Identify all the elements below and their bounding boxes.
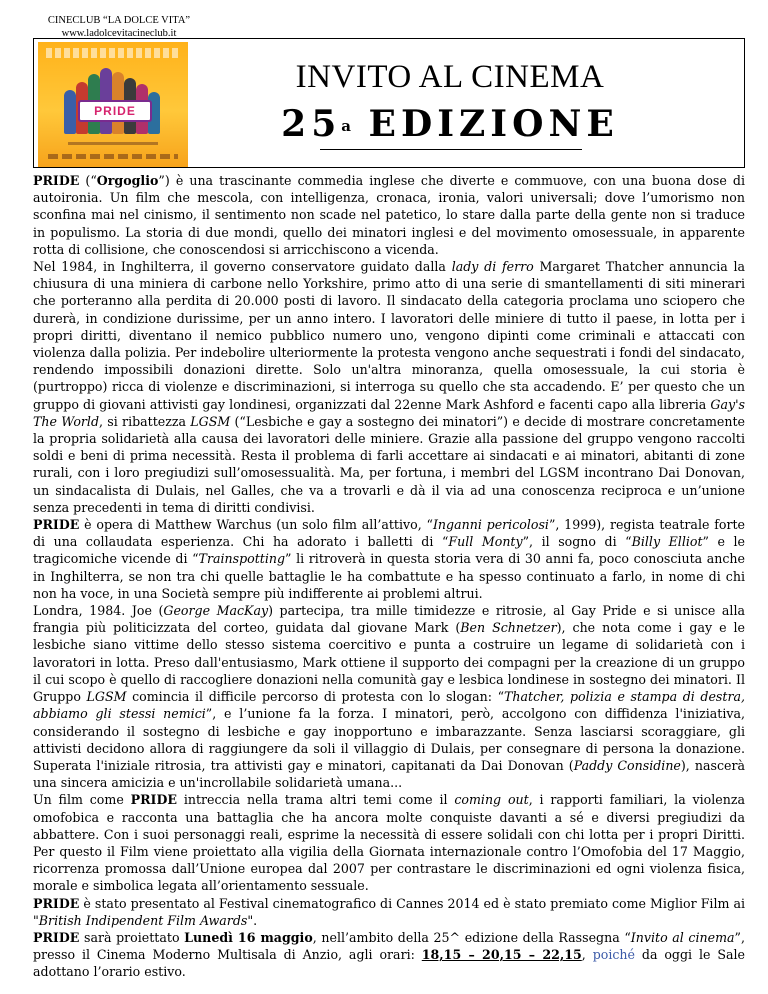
text: , i rapporti familiari, la violenza omofobica e racconta una battaglia che ha ancora molte conquiste davanti a sé e diversi pregiudizi da abbattere. Con i suoi personaggi reali, esprime la necessità di essere solidali con chi lotta per i propri Diritti. Per questo il Film viene proiettato alla vigilia della Giornata internazionale contro l’Omofobia del 17 Maggio, ricorrenza promossa dall’Unione europea dal 2007 per contrastare le discriminazioni ed ogni violenza fisica, morale e simbolica legata all’orientamento sessuale. xyxy=(33,792,745,894)
paragraph-screening xyxy=(33,929,745,981)
emphasis: LGSM xyxy=(86,689,127,705)
paragraph-intro xyxy=(33,172,745,258)
film-title: PRIDE xyxy=(130,792,177,808)
text: da oggi le Sale adottano l’orario estivo. xyxy=(33,947,745,980)
emphasis: Trainspotting xyxy=(198,551,286,567)
text: ”, e l’unione fa la forza. I minatori, però, accolgono con diffidenza l'iniziativa, considerando il sostegno di lesbiche e gay inopportuno e imbarazzante. Senza lasciarsi scoraggiare, gli attivisti decidono allora di raggiungere da soli il villaggio di Dulais, per consegnare di persona la donazione. Superata l'iniziale ritrosia, tra attivisti gay e minatori, capitanati da Dai Donovan ( xyxy=(33,706,745,773)
text: ” e le tragicomiche vicende di “ xyxy=(33,534,745,567)
article-body xyxy=(33,172,745,981)
text: ". xyxy=(247,912,258,928)
text: ”, presso il Cinema Moderno Multisala di Anzio, agli orari: xyxy=(33,929,745,963)
actor-name: Paddy Considine xyxy=(573,757,681,773)
text: ), nascerà una sincera amicizia e un'incrollabile solidarietà umana... xyxy=(33,757,745,791)
text: è opera di Matthew Warchus (un solo film all’attivo, “ xyxy=(79,517,433,533)
emphasis: coming out xyxy=(454,792,529,808)
film-title-italian: Orgoglio xyxy=(96,173,159,188)
club-header xyxy=(44,14,194,40)
poster-billing-block xyxy=(48,154,178,159)
text: ”) è una trascinante commedia inglese che diverte e commuove, con una buona dose di autoironia. Un film che mescola, con intelligenza, cronaca, ironia, valori universali; dove l’umorismo non sconfina mai nel cinismo, il sentimento non scade nel patetico, lo stare dalla parte della gente non si traduce in populismo. La storia di due mondi, quello dei minatori inglesi e del movimento omosessuale, in apparente rotta di collisione, che conoscendosi si arricchiscono a vicenda. xyxy=(33,173,746,257)
emphasis: Invito al cinema xyxy=(630,929,735,945)
film-title: PRIDE xyxy=(33,517,80,533)
poster-banner xyxy=(78,100,152,122)
actor-name: George MacKay xyxy=(163,603,269,619)
text: ”, il sogno di “ xyxy=(522,534,632,550)
movie-poster xyxy=(38,42,188,167)
paragraph-plot xyxy=(33,602,745,791)
slogan: Thatcher, polizia e stampa di destra, abbiamo gli stessi nemici xyxy=(33,689,745,722)
paragraph-director xyxy=(33,516,745,602)
edition-number: 25 xyxy=(281,103,342,145)
club-name: CINECLUB “LA DOLCE VITA” xyxy=(47,15,191,26)
club-website: www.ladolcevitacineclub.it xyxy=(61,28,177,39)
text: , nell’ambito della 25^ edizione della Rassegna “ xyxy=(312,929,631,945)
text: intreccia nella trama altri temi come il xyxy=(176,792,455,808)
text: (“Lesbiche e gay a sostegno dei minatori”) e decide di mostrare concretamente la propria solidarietà alla causa dei lavoratori delle miniere. Grazie alla passione del gruppo vengono raccolti soldi e beni di prima necessità. Resta il problema di farli accettare ai sindacati e ai minatori, abitanti di zone rurali, con i loro pregiudizi sull’omosessualità. Ma, per fortuna, i membri del LGSM incontrano Dai Donovan, un sindacalista di Dulais, nel Galles, che va a trovarli e dà il via ad una conoscenza reciproca e un’unione senza precedenti in tema di diritti condivisi. xyxy=(33,413,745,515)
emphasis: lady di ferro xyxy=(451,259,534,275)
emphasis: British Indipendent Film Awards xyxy=(38,912,248,928)
paragraph-history xyxy=(33,258,745,516)
poster-title: PRIDE xyxy=(94,104,136,118)
text: ”, 1999), regista teatrale forte di una collaudata esperienza. Chi ha adorato i balletti di “ xyxy=(33,517,745,550)
film-title: PRIDE xyxy=(33,895,80,911)
film-title: PRIDE xyxy=(33,173,80,188)
text: ), che nota come i gay e le lesbiche siano vittime dello stesso sistema coercitivo e punta a costruire un legame di solidarietà con i lavoratori in lotta. Preso dall'entusiasmo, Mark ottiene il supporto dei compagni per la creazione di un gruppo il cui scopo è quello di raccogliere donazioni nella comunità gay e lesbica londinese in sostegno dei minatori. Il Gruppo xyxy=(33,620,745,705)
paragraph-themes xyxy=(33,791,745,894)
emphasis: LGSM xyxy=(190,413,231,429)
edition-word: EDIZIONE xyxy=(368,103,619,145)
text: sarà proiettato xyxy=(79,929,185,945)
text: Nel 1984, in Inghilterra, il governo conservatore guidato dalla xyxy=(33,259,452,275)
text: Un film come xyxy=(33,792,131,808)
edition-sup: a xyxy=(341,117,351,135)
text: ” li ritroverà in questa storia vera di 30 anni fa, poco conosciuta anche in Inghilterra, se non tra chi quelle battaglie le ha combattute e ha spesso continuato a farlo, in nome di chi non ha voce, in una Società sempre più indifferente ai problemi altrui. xyxy=(33,551,745,601)
edition-title xyxy=(250,102,650,146)
page-title: INVITO AL CINEMA xyxy=(295,59,605,95)
screening-date: Lunedì 16 maggio xyxy=(184,929,313,945)
text: comincia il difficile percorso di protesta con lo slogan: “ xyxy=(126,689,505,705)
text: poiché xyxy=(592,947,635,963)
emphasis: Gay's The World xyxy=(33,396,745,429)
text: ) partecipa, tra mille timidezze e ritrosie, al Gay Pride e si unisce alla frangia più politicizzata del corteo, guidata dal giovane Mark ( xyxy=(33,603,745,636)
poster-people xyxy=(64,62,162,134)
text: Londra, 1984. Joe ( xyxy=(33,603,164,619)
emphasis: Inganni pericolosi xyxy=(432,517,549,533)
text: è stato presentato al Festival cinematografico di Cannes 2014 ed è stato premiato come Miglior Film ai " xyxy=(33,895,745,928)
text: , xyxy=(581,947,593,963)
emphasis: Full Monty xyxy=(448,534,523,550)
text: , si ribattezza xyxy=(99,413,191,429)
paragraph-awards xyxy=(33,895,745,929)
actor-name: Ben Schnetzer xyxy=(460,620,557,636)
title-underline xyxy=(320,149,582,150)
screening-times: 18,15 – 20,15 – 22,15 xyxy=(421,947,582,963)
film-title: PRIDE xyxy=(33,929,80,945)
poster-credits xyxy=(46,48,180,58)
emphasis: Billy Elliot xyxy=(631,534,703,550)
text: Margaret Thatcher annuncia la chiusura di una miniera di carbone nello Yorkshire, primo atto di una serie di smantellamenti di siti minerari che porteranno alla perdita di 20.000 posti di lavoro. Il sindacato della categoria proclama uno sciopero che durerà, in condizione durissime, per un anno intero. I lavoratori delle miniere di tutto il paese, in lotta per i propri diritti, diventano il nemico pubblico numero uno, vengono dipinti come criminali e attaccati con violenza dalla polizia. Per indebolire ulteriormente la protesta vengono anche sequestrati i fondi del sindacato, rendendo impossibili donazioni dirette. Solo un'altra minoranza, quella omosessuale, la cui storia è (purtroppo) ricca di violenze e discriminazioni, si interroga su quello che sta accadendo. E’ per questo che un gruppo di giovani attivisti gay londinesi, organizzati dal 22enne Mark Ashford e facenti capo alla libreria xyxy=(33,259,745,412)
text: (“ xyxy=(79,173,97,188)
poster-tagline xyxy=(68,142,158,145)
